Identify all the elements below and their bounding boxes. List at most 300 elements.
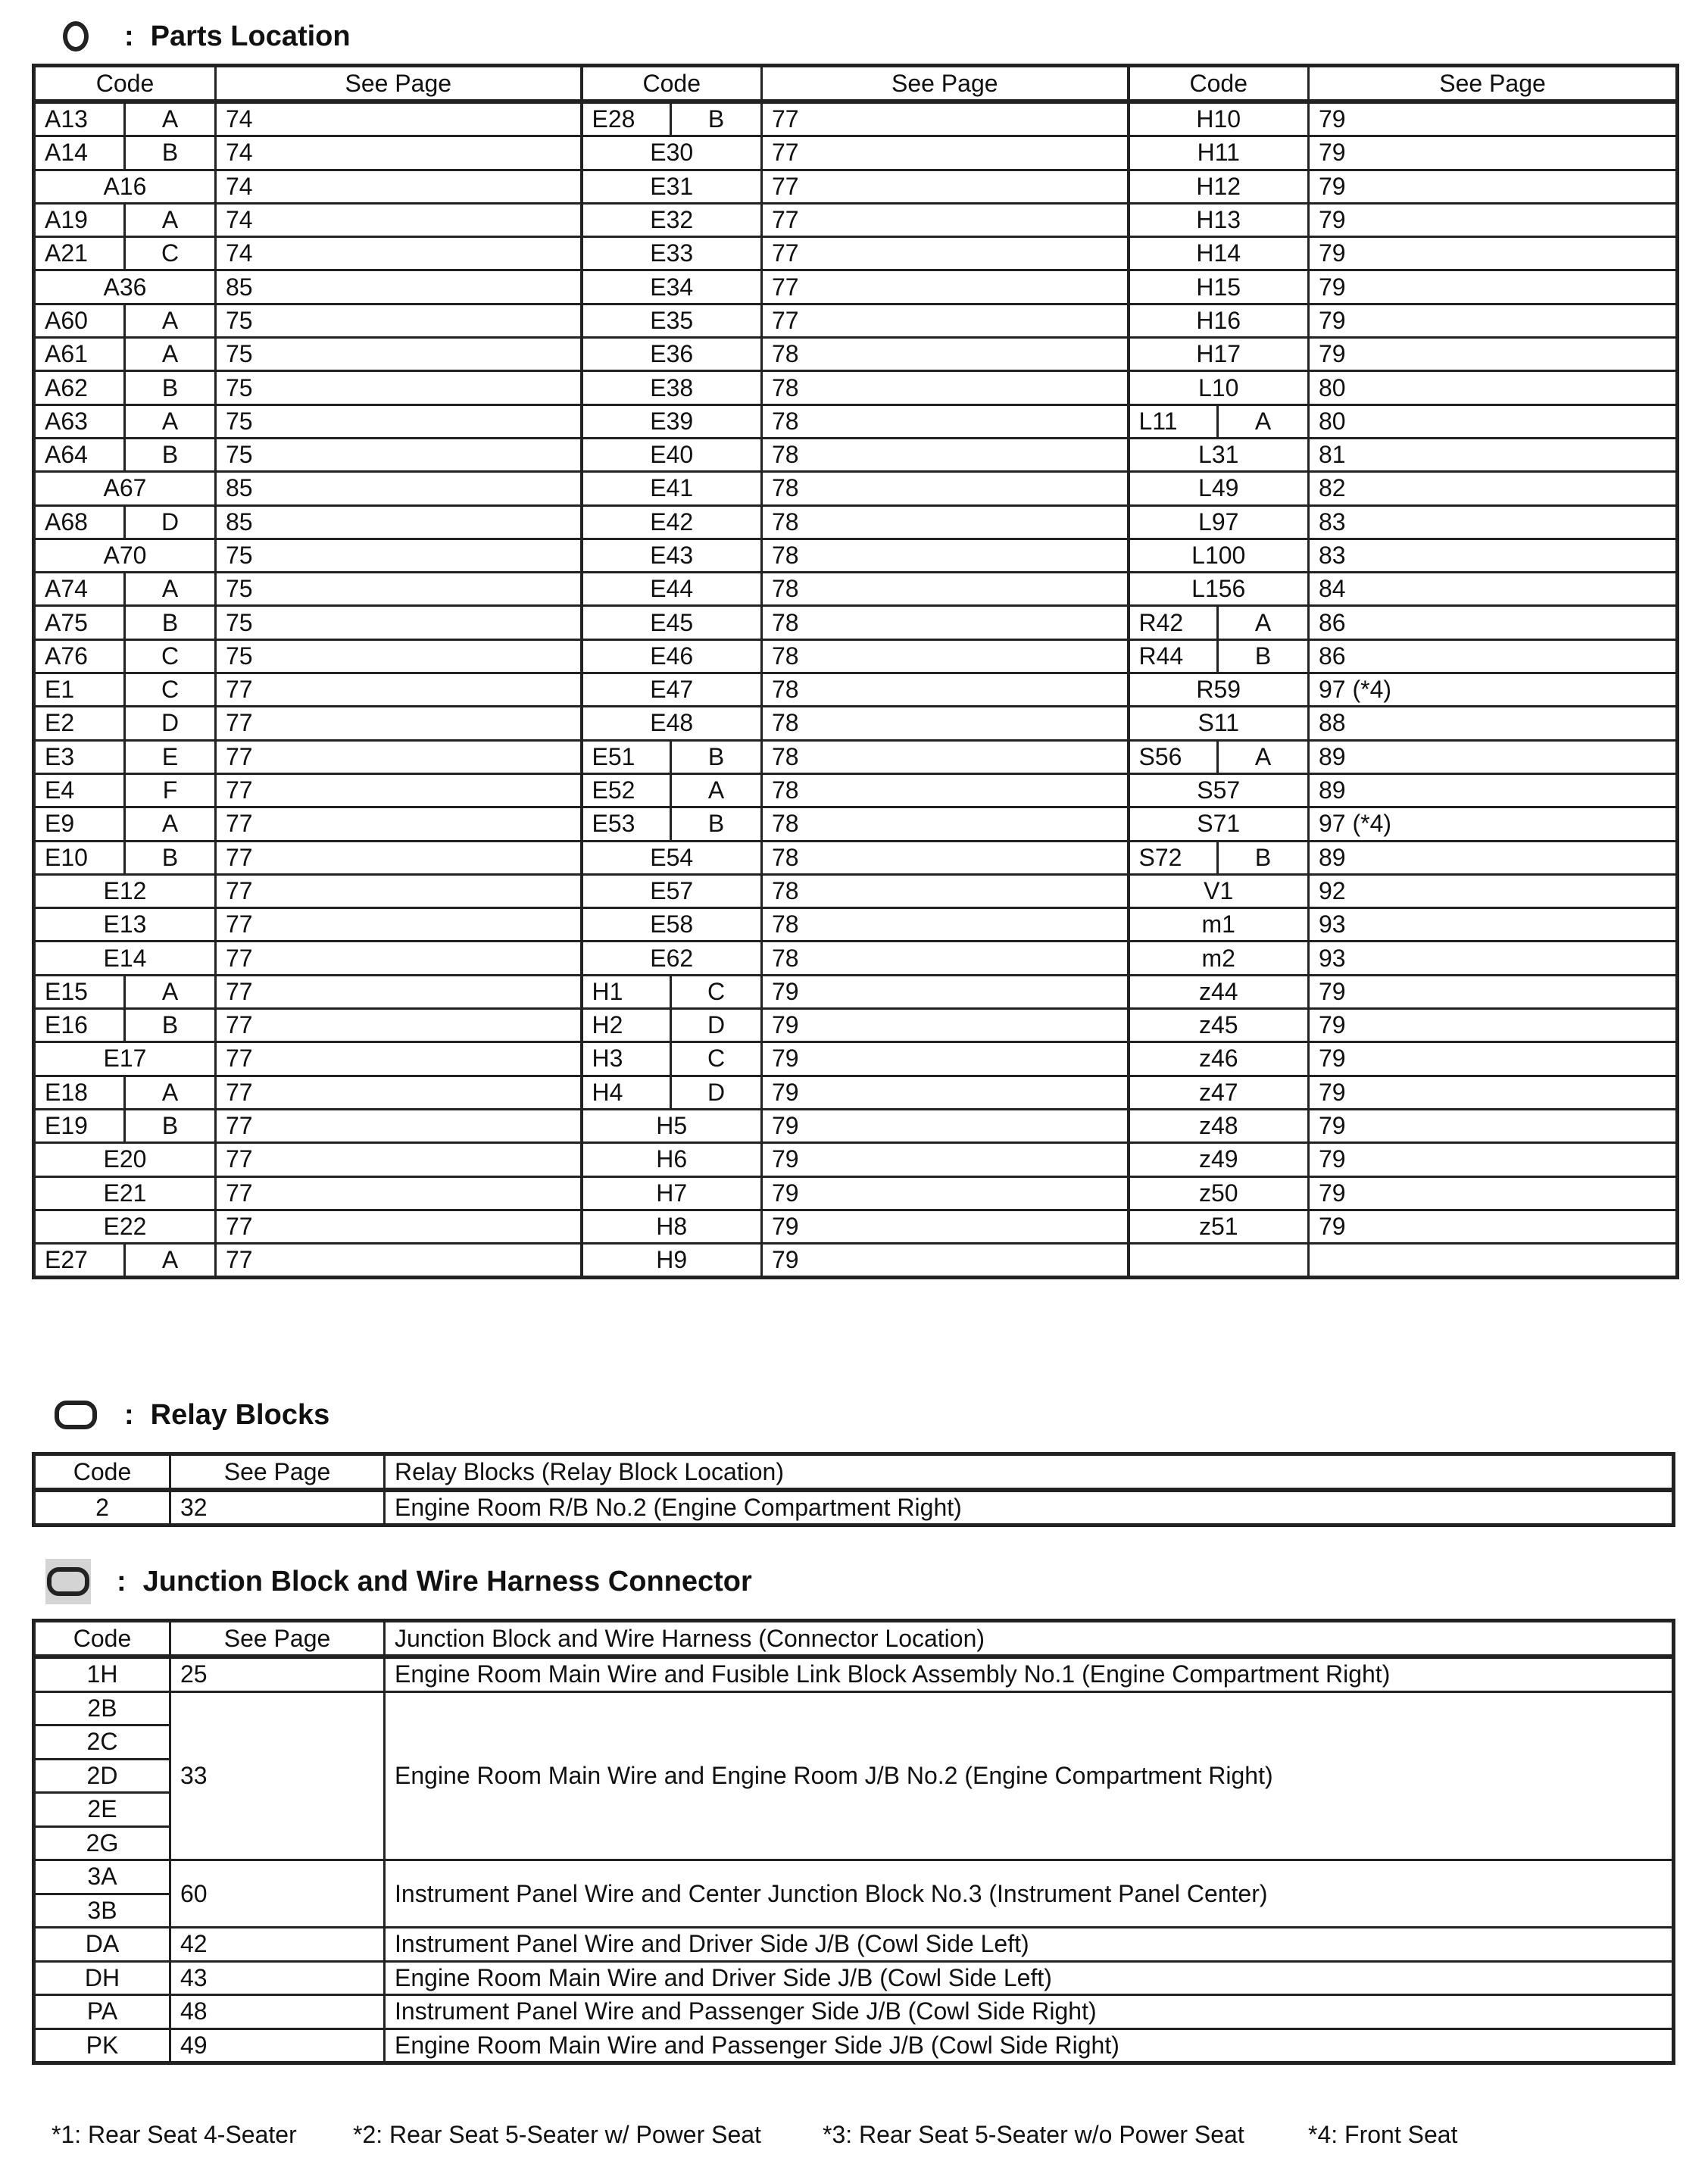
table-row [34,807,1678,841]
connector-code: L31 [1129,438,1309,471]
footnote: *2: Rear Seat 5-Seater w/ Power Seat [353,2121,761,2148]
see-page: 78 [762,639,1129,673]
connector-code: E13 [34,908,216,942]
connector-code: E58 [582,908,762,942]
connector-code: E36 [582,338,762,371]
header-code: Code [34,1621,170,1657]
see-page: 79 [1309,170,1678,203]
see-page: 79 [1309,1143,1678,1176]
connector-code: E40 [582,438,762,471]
connector-code: A36 [34,270,216,304]
see-page: 32 [170,1490,385,1526]
see-page: 79 [1309,136,1678,170]
junction-code: PA [34,1995,170,2029]
connector-code: A76 [34,639,125,673]
connector-code: S11 [1129,707,1309,740]
parts-location-heading: : Parts Location [53,14,351,59]
connector-code: E19 [34,1109,125,1142]
relay-block-icon [53,1392,98,1438]
junction-block-table [32,1619,1675,2065]
see-page: 77 [216,908,582,942]
junction-code: 1H [34,1657,170,1691]
table-row [34,673,1678,707]
connector-code: A21 [34,237,125,270]
see-page: 79 [762,1176,1129,1210]
connector-code: E9 [34,807,125,841]
connector-variant: B [671,740,762,773]
see-page: 93 [1309,942,1678,975]
connector-variant: B [125,1009,216,1042]
connector-code: R42 [1129,606,1218,639]
connector-code: E2 [34,707,125,740]
table-row [34,1210,1678,1243]
connector-code: H3 [582,1042,671,1076]
connector-variant: B [125,1109,216,1142]
connector-code: A75 [34,606,125,639]
connector-code: E62 [582,942,762,975]
junction-code: 2G [34,1826,170,1860]
table-row [34,975,1678,1008]
see-page: 79 [762,1109,1129,1142]
connector-code: V1 [1129,874,1309,907]
junction-description: Instrument Panel Wire and Driver Side J/B (Cowl Side Left) [385,1928,1674,1962]
connector-code: E35 [582,304,762,337]
connector-code: H16 [1129,304,1309,337]
header-see-page: See Page [762,66,1129,102]
see-page: 83 [1309,539,1678,572]
see-page: 77 [216,740,582,773]
connector-code: z46 [1129,1042,1309,1076]
section-title: Junction Block and Wire Harness Connector [142,1565,752,1597]
table-row [34,270,1678,304]
table-row [34,338,1678,371]
connector-code: H8 [582,1210,762,1243]
see-page: 75 [216,539,582,572]
table-row [34,773,1678,807]
see-page: 77 [216,1143,582,1176]
connector-code: E54 [582,841,762,874]
see-page: 79 [762,1076,1129,1109]
connector-variant: C [125,673,216,707]
connector-variant: B [125,438,216,471]
see-page: 78 [762,673,1129,707]
see-page: 77 [216,1176,582,1210]
junction-description: Engine Room Main Wire and Driver Side J/B (Cowl Side Left) [385,1961,1674,1995]
connector-code: E46 [582,639,762,673]
see-page: 79 [1309,1009,1678,1042]
relay-code: 2 [34,1490,170,1526]
see-page: 77 [762,170,1129,203]
junction-description: Engine Room Main Wire and Fusible Link Block Assembly No.1 (Engine Compartment Right) [385,1657,1674,1691]
see-page: 79 [762,975,1129,1008]
connector-code: A14 [34,136,125,170]
connector-code: E12 [34,874,216,907]
see-page: 48 [170,1995,385,2029]
see-page: 77 [216,707,582,740]
connector-variant: D [671,1076,762,1109]
table-row [34,2028,1674,2063]
header-see-page: See Page [170,1454,385,1491]
connector-code: L49 [1129,472,1309,505]
see-page: 78 [762,942,1129,975]
header-code: Code [34,66,216,102]
connector-code: E51 [582,740,671,773]
connector-code: E34 [582,270,762,304]
connector-variant: C [125,639,216,673]
see-page: 75 [216,639,582,673]
section-title: Parts Location [150,20,351,52]
table-row [34,942,1678,975]
see-page: 43 [170,1961,385,1995]
table-row [34,1176,1678,1210]
connector-variant: F [125,773,216,807]
see-page: 78 [762,371,1129,404]
connector-code: L100 [1129,539,1309,572]
see-page: 75 [216,371,582,404]
table-row [34,1961,1674,1995]
see-page: 85 [216,270,582,304]
connector-code: L10 [1129,371,1309,404]
connector-code: S72 [1129,841,1218,874]
table-row [34,841,1678,874]
see-page: 79 [1309,237,1678,270]
table-row [34,1691,1674,1725]
junction-description: Instrument Panel Wire and Passenger Side J/B (Cowl Side Right) [385,1995,1674,2029]
see-page: 75 [216,573,582,606]
connector-code: A62 [34,371,125,404]
see-page: 93 [1309,908,1678,942]
see-page: 78 [762,908,1129,942]
see-page: 79 [1309,1176,1678,1210]
connector-code: A19 [34,203,125,236]
connector-code: E17 [34,1042,216,1076]
see-page: 78 [762,841,1129,874]
junction-code: 3B [34,1894,170,1928]
connector-code: H5 [582,1109,762,1142]
see-page: 78 [762,606,1129,639]
see-page: 74 [216,136,582,170]
table-row [34,1995,1674,2029]
connector-code: E57 [582,874,762,907]
connector-code: L156 [1129,573,1309,606]
connector-code: A68 [34,505,125,539]
junction-connector-icon [45,1559,91,1604]
see-page: 77 [762,270,1129,304]
see-page: 77 [216,1109,582,1142]
connector-code: E39 [582,404,762,438]
connector-code: H9 [582,1244,762,1278]
table-row [34,606,1678,639]
connector-variant: A [125,338,216,371]
connector-variant: A [125,101,216,136]
see-page: 84 [1309,573,1678,606]
parts-location-table [32,64,1679,1279]
connector-code: E45 [582,606,762,639]
see-page: 78 [762,505,1129,539]
see-page: 77 [762,237,1129,270]
see-page: 79 [762,1244,1129,1278]
footnote: *3: Rear Seat 5-Seater w/o Power Seat [823,2121,1244,2148]
section-title: Relay Blocks [150,1398,330,1431]
connector-code: E16 [34,1009,125,1042]
connector-variant: A [1218,606,1309,639]
see-page: 77 [216,773,582,807]
connector-code: E27 [34,1244,125,1278]
see-page: 79 [762,1009,1129,1042]
connector-code: E44 [582,573,762,606]
connector-variant: C [125,237,216,270]
see-page: 25 [170,1657,385,1691]
see-page: 78 [762,438,1129,471]
header-description: Junction Block and Wire Harness (Connector Location) [385,1621,1674,1657]
connector-code: z48 [1129,1109,1309,1142]
see-page: 77 [216,1244,582,1278]
see-page: 83 [1309,505,1678,539]
see-page: 77 [762,101,1129,136]
table-row [34,1657,1674,1691]
connector-code: H11 [1129,136,1309,170]
table-row [34,1928,1674,1962]
connector-code: H12 [1129,170,1309,203]
see-page: 80 [1309,404,1678,438]
connector-variant: A [125,807,216,841]
connector-code: E48 [582,707,762,740]
connector-code: E41 [582,472,762,505]
relay-blocks-heading: : Relay Blocks [53,1392,329,1438]
table-row [34,237,1678,270]
see-page: 77 [216,942,582,975]
see-page: 80 [1309,371,1678,404]
connector-code: E38 [582,371,762,404]
connector-code: A70 [34,539,216,572]
see-page: 79 [1309,975,1678,1008]
table-row [34,1009,1678,1042]
see-page: 49 [170,2028,385,2063]
see-page: 78 [762,472,1129,505]
connector-code: A63 [34,404,125,438]
connector-code: A16 [34,170,216,203]
connector-variant: C [671,1042,762,1076]
header-code: Code [582,66,762,102]
see-page: 77 [762,203,1129,236]
connector-code: H2 [582,1009,671,1042]
see-page: 79 [1309,101,1678,136]
connector-code: H10 [1129,101,1309,136]
connector-code: A74 [34,573,125,606]
see-page: 78 [762,773,1129,807]
connector-variant: B [671,101,762,136]
connector-code: E42 [582,505,762,539]
connector-code: z44 [1129,975,1309,1008]
connector-code: z47 [1129,1076,1309,1109]
connector-code: H6 [582,1143,762,1176]
see-page: 79 [1309,1109,1678,1142]
see-page: 85 [216,505,582,539]
see-page: 77 [762,304,1129,337]
table-row [34,539,1678,572]
connector-code: A13 [34,101,125,136]
connector-code: z45 [1129,1009,1309,1042]
see-page: 89 [1309,740,1678,773]
connector-code: E10 [34,841,125,874]
table-row [34,101,1678,136]
connector-code: z51 [1129,1210,1309,1243]
connector-code: S71 [1129,807,1309,841]
connector-code: A60 [34,304,125,337]
table-row [34,1042,1678,1076]
connector-variant: C [671,975,762,1008]
table-row [34,908,1678,942]
table-row [34,371,1678,404]
see-page: 79 [1309,203,1678,236]
see-page [1309,1244,1678,1278]
connector-code: E4 [34,773,125,807]
see-page: 77 [216,1042,582,1076]
see-page: 79 [762,1143,1129,1176]
junction-heading: : Junction Block and Wire Harness Connector [53,1559,752,1604]
table-row [34,707,1678,740]
connector-code: E22 [34,1210,216,1243]
connector-code: E14 [34,942,216,975]
header-see-page: See Page [1309,66,1678,102]
connector-variant: A [125,1076,216,1109]
table-row [34,639,1678,673]
header-description: Relay Blocks (Relay Block Location) [385,1454,1674,1491]
table-row [34,136,1678,170]
see-page: 92 [1309,874,1678,907]
see-page: 77 [216,975,582,1008]
connector-code: H17 [1129,338,1309,371]
see-page: 79 [1309,304,1678,337]
see-page: 78 [762,539,1129,572]
table-row [34,573,1678,606]
see-page: 77 [216,1009,582,1042]
connector-variant: B [125,841,216,874]
see-page: 89 [1309,841,1678,874]
connector-code: L11 [1129,404,1218,438]
footnote: *4: Front Seat [1308,2121,1458,2148]
connector-code: E43 [582,539,762,572]
connector-variant: A [125,1244,216,1278]
connector-code: S57 [1129,773,1309,807]
see-page: 74 [216,170,582,203]
table-row [34,1143,1678,1176]
see-page: 89 [1309,773,1678,807]
junction-description: Instrument Panel Wire and Center Junction Block No.3 (Instrument Panel Center) [385,1860,1674,1928]
connector-code: m1 [1129,908,1309,942]
see-page: 79 [1309,270,1678,304]
relay-blocks-table [32,1452,1675,1527]
see-page: 97 (*4) [1309,807,1678,841]
connector-code: E32 [582,203,762,236]
junction-code: DA [34,1928,170,1962]
see-page: 86 [1309,639,1678,673]
connector-code [1129,1244,1309,1278]
see-page: 75 [216,338,582,371]
connector-code: E47 [582,673,762,707]
connector-variant: B [125,371,216,404]
connector-code: z49 [1129,1143,1309,1176]
connector-code: E1 [34,673,125,707]
connector-variant: A [1218,404,1309,438]
connector-code: H4 [582,1076,671,1109]
see-page: 77 [216,673,582,707]
connector-code: R44 [1129,639,1218,673]
connector-code: E52 [582,773,671,807]
see-page: 60 [170,1860,385,1928]
table-row [34,1490,1674,1526]
see-page: 78 [762,707,1129,740]
connector-variant: B [1218,841,1309,874]
connector-variant: E [125,740,216,773]
connector-code: H14 [1129,237,1309,270]
see-page: 81 [1309,438,1678,471]
connector-variant: D [125,707,216,740]
connector-variant: A [125,573,216,606]
connector-variant: A [125,975,216,1008]
connector-variant: B [1218,639,1309,673]
see-page: 78 [762,740,1129,773]
see-page: 75 [216,438,582,471]
junction-code: 2E [34,1793,170,1827]
junction-code: PK [34,2028,170,2063]
see-page: 42 [170,1928,385,1962]
see-page: 78 [762,338,1129,371]
connector-code: A61 [34,338,125,371]
see-page: 78 [762,874,1129,907]
table-row [34,170,1678,203]
connector-variant: B [125,606,216,639]
connector-code: E18 [34,1076,125,1109]
see-page: 75 [216,404,582,438]
connector-code: E33 [582,237,762,270]
table-row [34,1109,1678,1142]
see-page: 82 [1309,472,1678,505]
table-row [34,304,1678,337]
connector-code: E30 [582,136,762,170]
connector-variant: D [125,505,216,539]
see-page: 85 [216,472,582,505]
table-row [34,203,1678,236]
connector-code: H13 [1129,203,1309,236]
junction-description: Engine Room Main Wire and Engine Room J/B No.2 (Engine Compartment Right) [385,1691,1674,1860]
header-code: Code [34,1454,170,1491]
see-page: 75 [216,606,582,639]
connector-code: z50 [1129,1176,1309,1210]
see-page: 79 [1309,1042,1678,1076]
see-page: 77 [216,807,582,841]
table-row [34,1244,1678,1278]
connector-code: H1 [582,975,671,1008]
connector-code: S56 [1129,740,1218,773]
header-code: Code [1129,66,1309,102]
see-page: 78 [762,404,1129,438]
see-page: 77 [216,841,582,874]
junction-code: 2C [34,1725,170,1760]
relay-description: Engine Room R/B No.2 (Engine Compartment Right) [385,1490,1674,1526]
header-see-page: See Page [216,66,582,102]
connector-code: H7 [582,1176,762,1210]
table-row [34,438,1678,471]
see-page: 74 [216,203,582,236]
table-row [34,874,1678,907]
connector-code: E28 [582,101,671,136]
connector-code: A64 [34,438,125,471]
junction-code: 2B [34,1691,170,1725]
connector-variant: A [671,773,762,807]
see-page: 86 [1309,606,1678,639]
junction-code: 3A [34,1860,170,1894]
